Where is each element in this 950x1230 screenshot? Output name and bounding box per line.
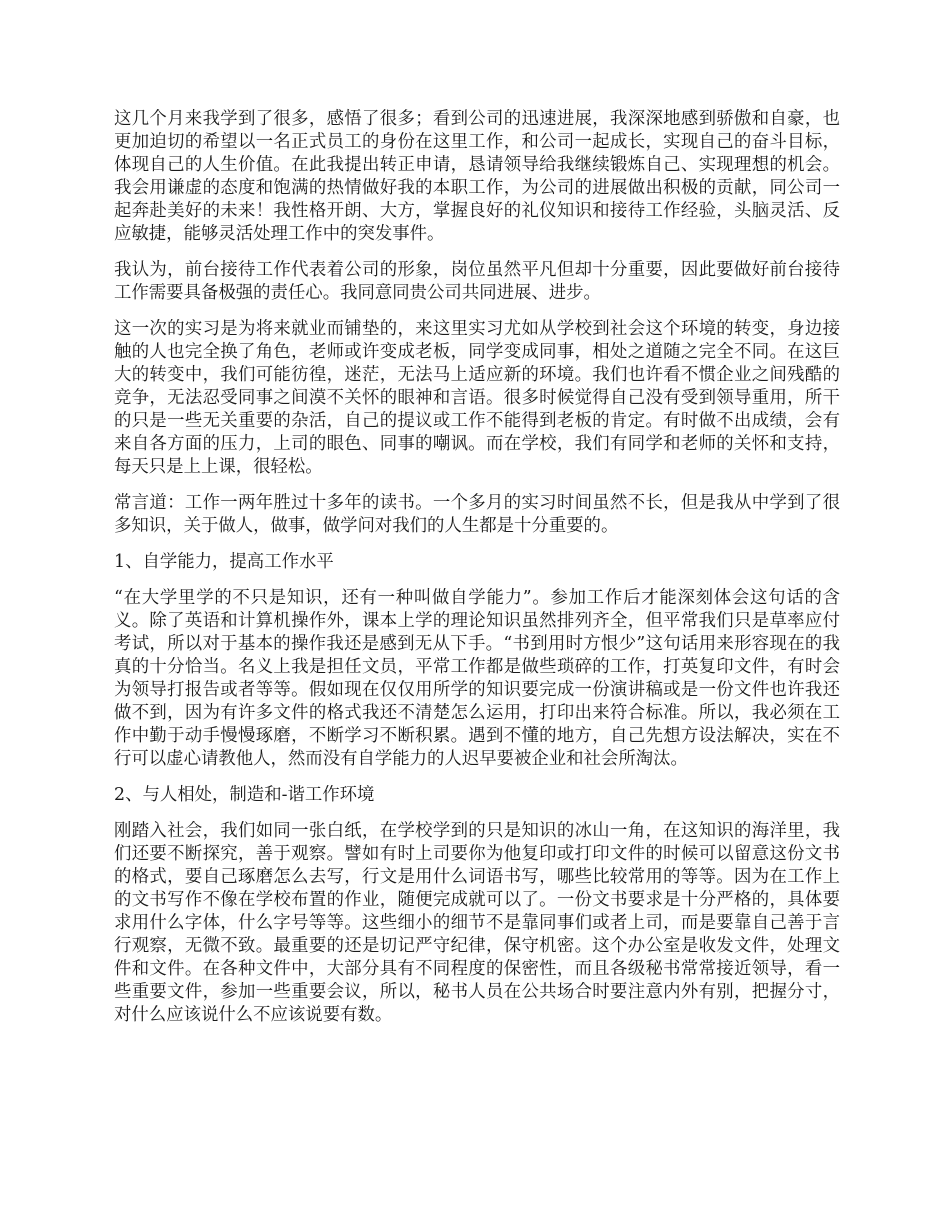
paragraph-saying: 常言道：工作一两年胜过十多年的读书。一个多月的实习时间虽然不长，但是我从中学到了很多知识，关于做人，做事，做学问对我们的人生都是十分重要的。	[114, 493, 840, 536]
paragraph-internship: 这一次的实习是为将来就业而铺垫的，来这里实习尤如从学校到社会这个环境的转变，身边接触的人也完全换了角色，老师或许变成老板，同学变成同事，相处之道随之完全不同。在这巨大的转变中，我们可能彷徨，迷茫，无法马上适应新的环境。我们也许看不惯企业之间残酷的竞争，无法忍受同事之间漠不关怀的眼神和言语。很多时候觉得自己没有受到领导重用，所干的只是一些无关重要的杂活，自己的提议或工作不能得到老板的肯定。有时做不出成绩，会有来自各方面的压力，上司的眼色、同事的嘲讽。而在学校，我们有同学和老师的关怀和支持，每天只是上上课，很轻松。	[114, 319, 840, 477]
paragraph-intro: 这几个月来我学到了很多，感悟了很多；看到公司的迅速进展，我深深地感到骄傲和自豪，也更加迫切的希望以一名正式员工的身份在这里工作，和公司一起成长，实现自己的奋斗目标，体现自己的人生价值。在此我提出转正申请，恳请领导给我继续锻炼自己、实现理想的机会。我会用谦虚的态度和饱满的热情做好我的本职工作，为公司的进展做出积极的贡献，同公司一起奔赴美好的未来！我性格开朗、大方，掌握良好的礼仪知识和接待工作经验，头脑灵活、反应敏捷，能够灵活处理工作中的突发事件。	[114, 109, 840, 244]
section-heading-relations: 2、与人相处，制造和-谐工作环境	[114, 785, 375, 805]
paragraph-reception: 我认为，前台接待工作代表着公司的形象，岗位虽然平凡但却十分重要，因此要做好前台接待工作需要具备极强的责任心。我同意同贵公司共同进展、进步。	[114, 260, 840, 303]
paragraph-self-study: “在大学里学的不只是知识，还有一种叫做自学能力”。参加工作后才能深刻体会这句话的含义。除了英语和计算机操作外，课本上学的理论知识虽然排列齐全，但平常我们只是草率应付考试，所以对于基本的操作我还是感到无从下手。“书到用时方恨少”这句话用来形容现在的我真的十分恰当。名义上我是担任文员，平常工作都是做些琐碎的工作，打英复印文件，有时会为领导打报告或者等等。假如现在仅仅用所学的知识要完成一份演讲稿或是一份文件也许我还做不到，因为有许多文件的格式我还不清楚怎么运用，打印出来符合标准。所以，我必须在工作中勤于动手慢慢琢磨，不断学习不断积累。遇到不懂的地方，自己先想方设法解决，实在不行可以虚心请教他人，然而没有自学能力的人迟早要被企业和社会所淘汰。	[114, 588, 840, 769]
section-heading-self-study: 1、自学能力，提高工作水平	[114, 552, 334, 572]
document-page	[114, 108, 840, 1040]
paragraph-relations: 刚踏入社会，我们如同一张白纸，在学校学到的只是知识的冰山一角，在这知识的海洋里，我们还要不断探究，善于观察。譬如有时上司要你为他复印或打印文件的时候可以留意这份文书的格式，要自己琢磨怎么去写，行文是用什么词语书写，哪些比较常用的等等。因为在工作上的文书写作不像在学校布置的作业，随便完成就可以了。一份文书要求是十分严格的，具体要求用什么字体，什么字号等等。这些细小的细节不是靠同事们或者上司，而是要靠自己善于言行观察，无微不致。最重要的还是切记严守纪律，保守机密。这个办公室是收发文件，处理文件和文件。在各种文件中，大部分具有不同程度的保密性，而且各级秘书常常接近领导，看一些重要文件，参加一些重要会议，所以，秘书人员在公共场合时要注意内外有别，把握分寸，对什么应该说什么不应该说要有数。	[114, 821, 840, 1025]
